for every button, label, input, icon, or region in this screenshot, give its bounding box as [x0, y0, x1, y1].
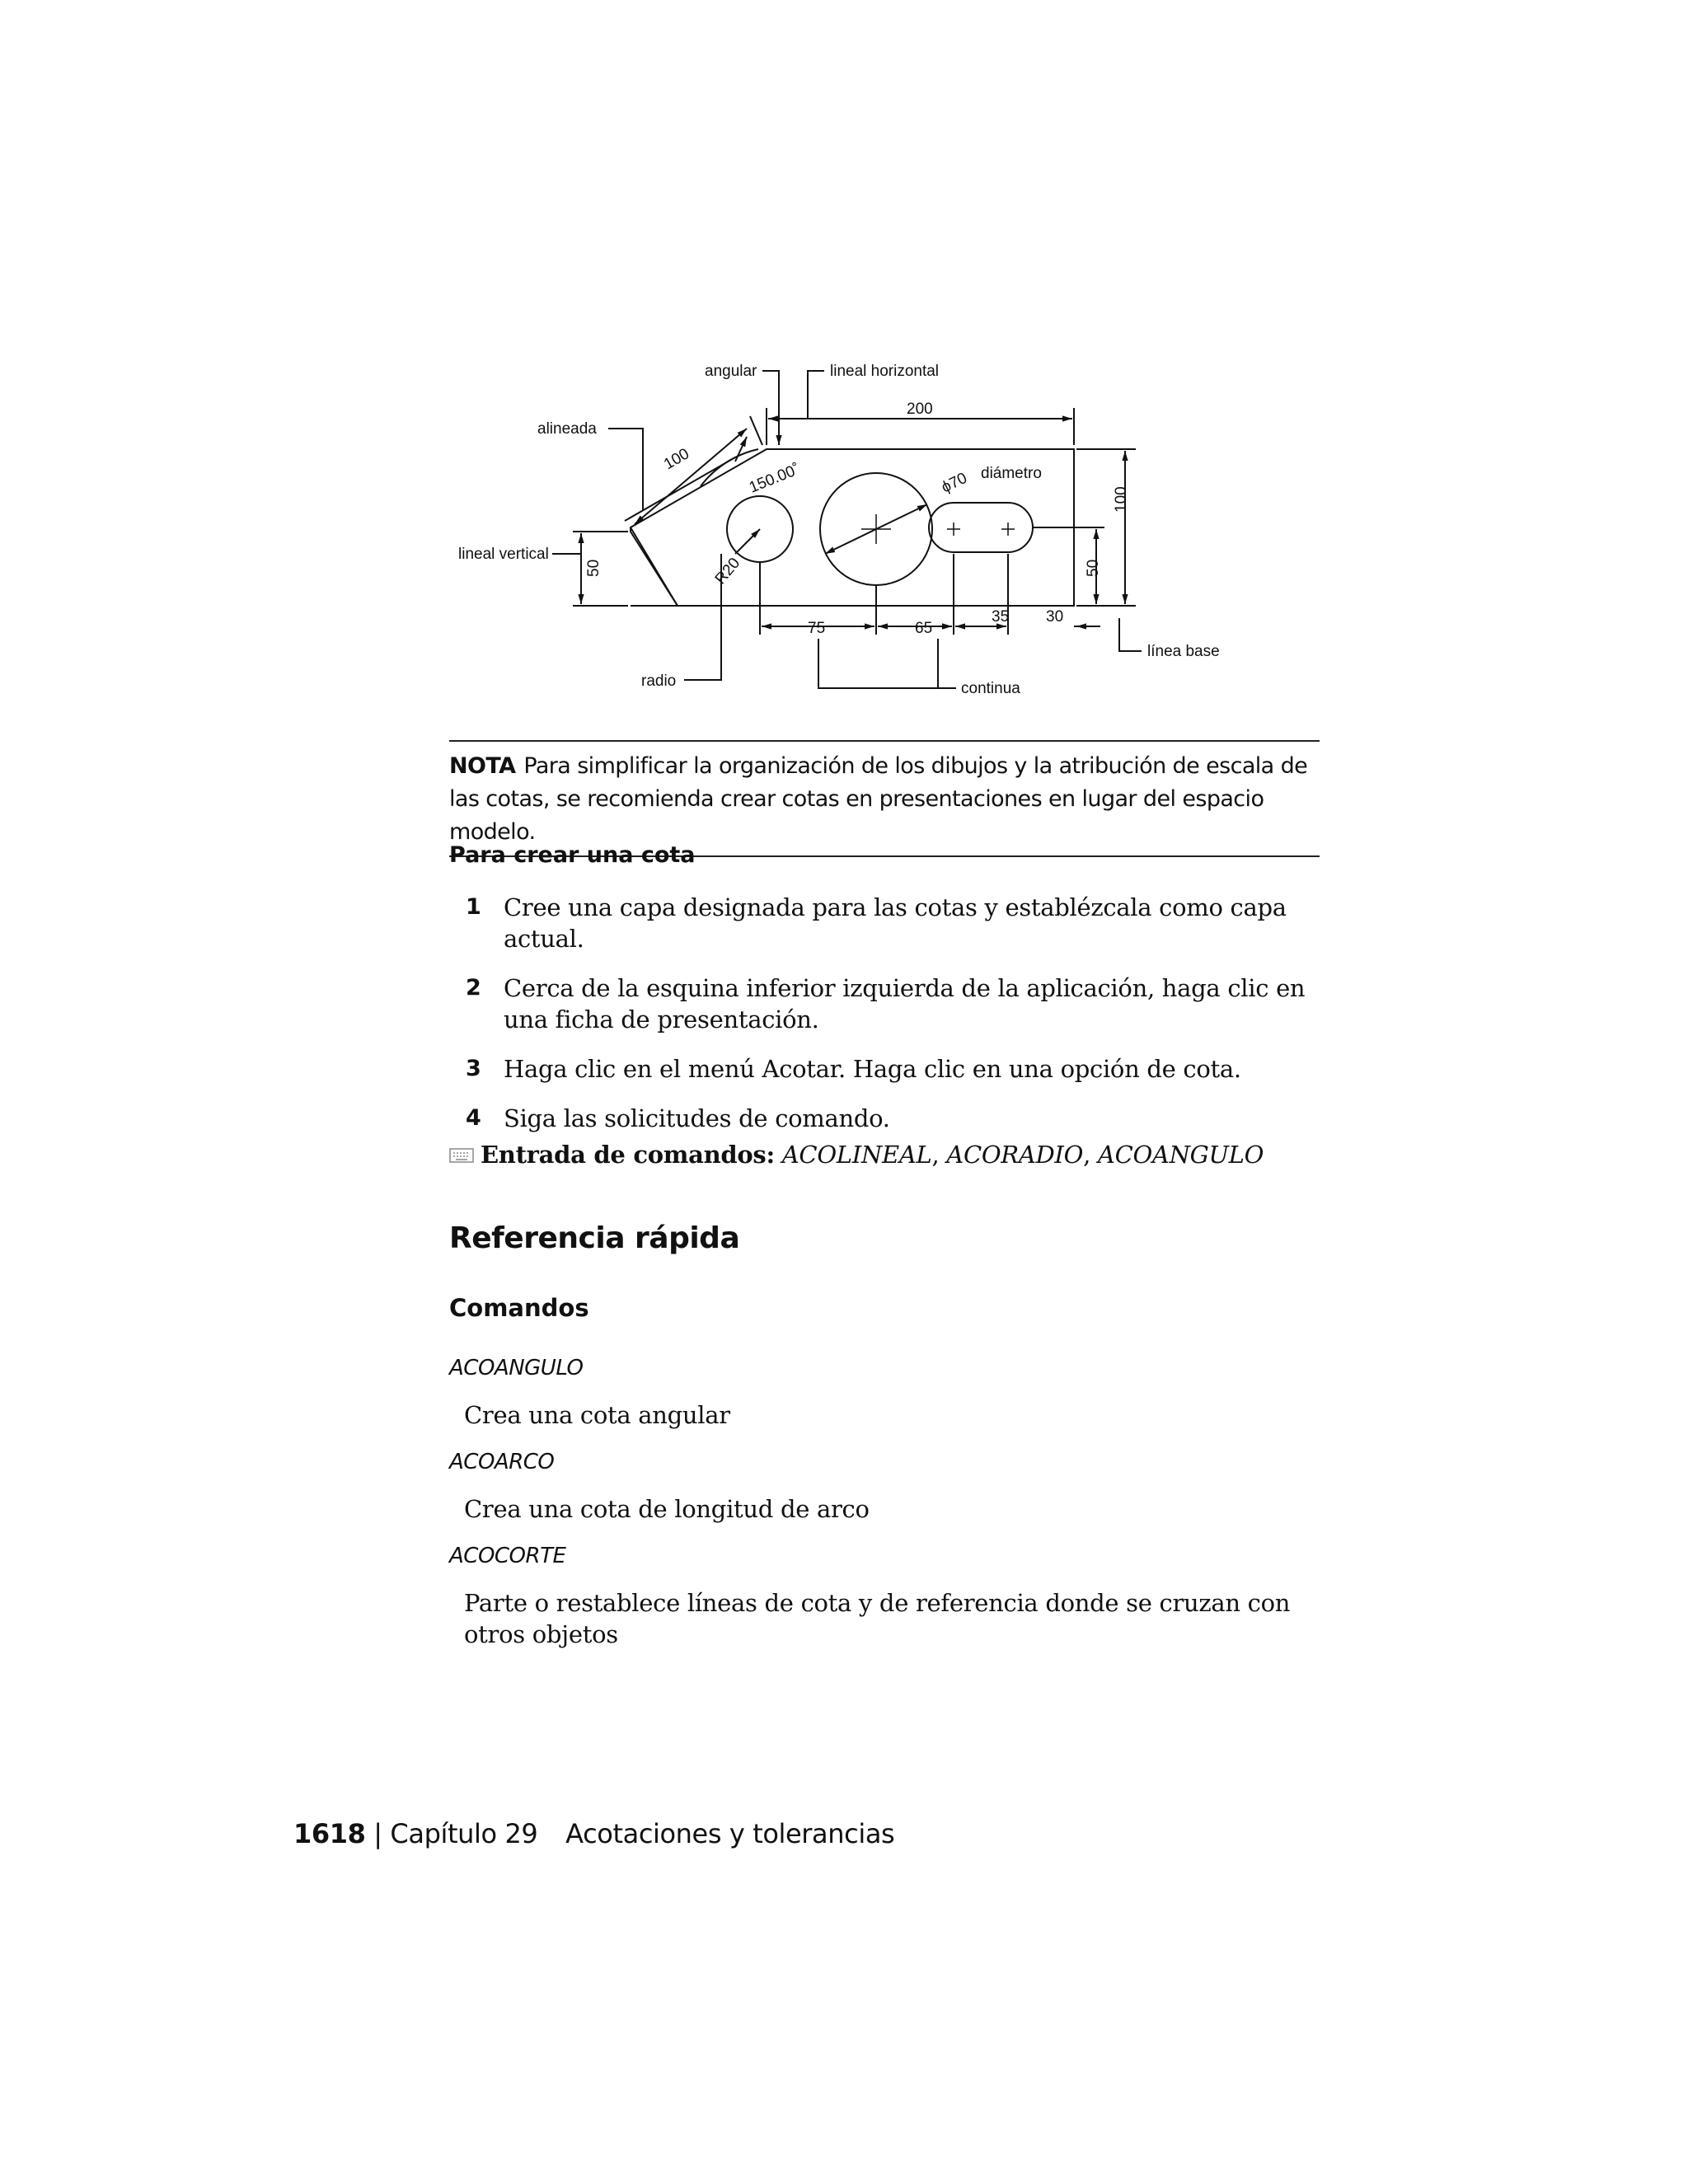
footer-separator: | — [373, 1818, 382, 1849]
label-linea-base: línea base — [1147, 643, 1220, 660]
step-item — [449, 892, 1323, 954]
chapter-number: Capítulo 29 — [390, 1818, 538, 1849]
command-separator: , — [931, 1141, 947, 1169]
label-diametro: diámetro — [981, 465, 1042, 482]
section-title: Referencia rápida — [449, 1221, 740, 1255]
command-entry — [449, 1141, 1264, 1170]
keyboard-icon — [449, 1142, 474, 1170]
command-description: Crea una cota angular — [464, 1401, 730, 1429]
step-text: Cree una capa designada para las cotas y establézcala como capa actual. — [504, 893, 1287, 953]
page-footer — [293, 1818, 894, 1849]
slot — [929, 503, 1033, 552]
step-number: 3 — [466, 1056, 481, 1081]
procedure-title: Para crear una cota — [449, 842, 696, 868]
command-separator: , — [1083, 1141, 1098, 1169]
dim-50-left: 50 — [585, 559, 603, 577]
dim-35: 35 — [992, 608, 1010, 626]
command-entry-label: Entrada de comandos: — [481, 1141, 775, 1169]
step-number: 1 — [466, 894, 481, 920]
label-angular: angular — [705, 363, 757, 380]
command-name: ACOANGULO — [449, 1356, 584, 1380]
chapter-title: Acotaciones y tolerancias — [565, 1818, 895, 1849]
command-description: Crea una cota de longitud de arco — [464, 1495, 870, 1523]
step-text: Siga las solicitudes de comando. — [504, 1104, 890, 1132]
label-lineal-horizontal: lineal horizontal — [830, 363, 940, 380]
step-text: Haga clic en el menú Acotar. Haga clic en una opción de cota. — [504, 1055, 1241, 1083]
label-radio: radio — [641, 673, 677, 690]
dim-r20: R20 — [711, 555, 744, 588]
note-box — [449, 740, 1320, 857]
command-list — [449, 1353, 1323, 1666]
dim-65: 65 — [915, 620, 933, 637]
dim-30: 30 — [1046, 608, 1064, 626]
note-text: Para simplificar la organización de los dibujos y la atribución de escala de las cotas, se recomienda crear cotas en presentaciones en lugar del espacio modelo. — [449, 753, 1308, 845]
label-continua: continua — [961, 680, 1020, 697]
dim-200: 200 — [907, 401, 933, 418]
dim-diameter-70: ϕ70 — [938, 469, 970, 497]
command-acoradio: ACORADIO — [946, 1141, 1084, 1169]
step-item — [449, 972, 1323, 1035]
note-label: NOTA — [449, 753, 516, 779]
step-text: Cerca de la esquina inferior izquierda de la aplicación, haga clic en una ficha de presentación. — [504, 974, 1306, 1033]
step-number: 4 — [466, 1105, 481, 1131]
step-item — [449, 1103, 1323, 1134]
dim-100-right: 100 — [1113, 486, 1130, 513]
page-number: 1618 — [293, 1818, 366, 1849]
step-item — [449, 1053, 1323, 1085]
label-lineal-vertical: lineal vertical — [458, 546, 549, 563]
procedure-steps — [449, 892, 1323, 1152]
command-acoangulo: ACOANGULO — [1097, 1141, 1264, 1169]
command-acolineal: ACOLINEAL — [781, 1141, 932, 1169]
dim-75: 75 — [808, 620, 826, 637]
dimension-figure — [445, 338, 1269, 709]
dimension-diagram — [445, 338, 1269, 709]
label-alineada: alineada — [537, 420, 597, 438]
command-description: Parte o restablece líneas de cota y de referencia donde se cruzan con otros objetos — [464, 1589, 1291, 1648]
command-name: ACOCORTE — [449, 1544, 566, 1568]
subsection-title: Comandos — [449, 1294, 589, 1322]
command-name: ACOARCO — [449, 1450, 555, 1474]
step-number: 2 — [466, 975, 481, 1001]
dim-50-right: 50 — [1085, 559, 1102, 577]
dim-100-aligned: 100 — [661, 445, 692, 474]
dim-150-angle: 150.00˚ — [747, 461, 803, 497]
